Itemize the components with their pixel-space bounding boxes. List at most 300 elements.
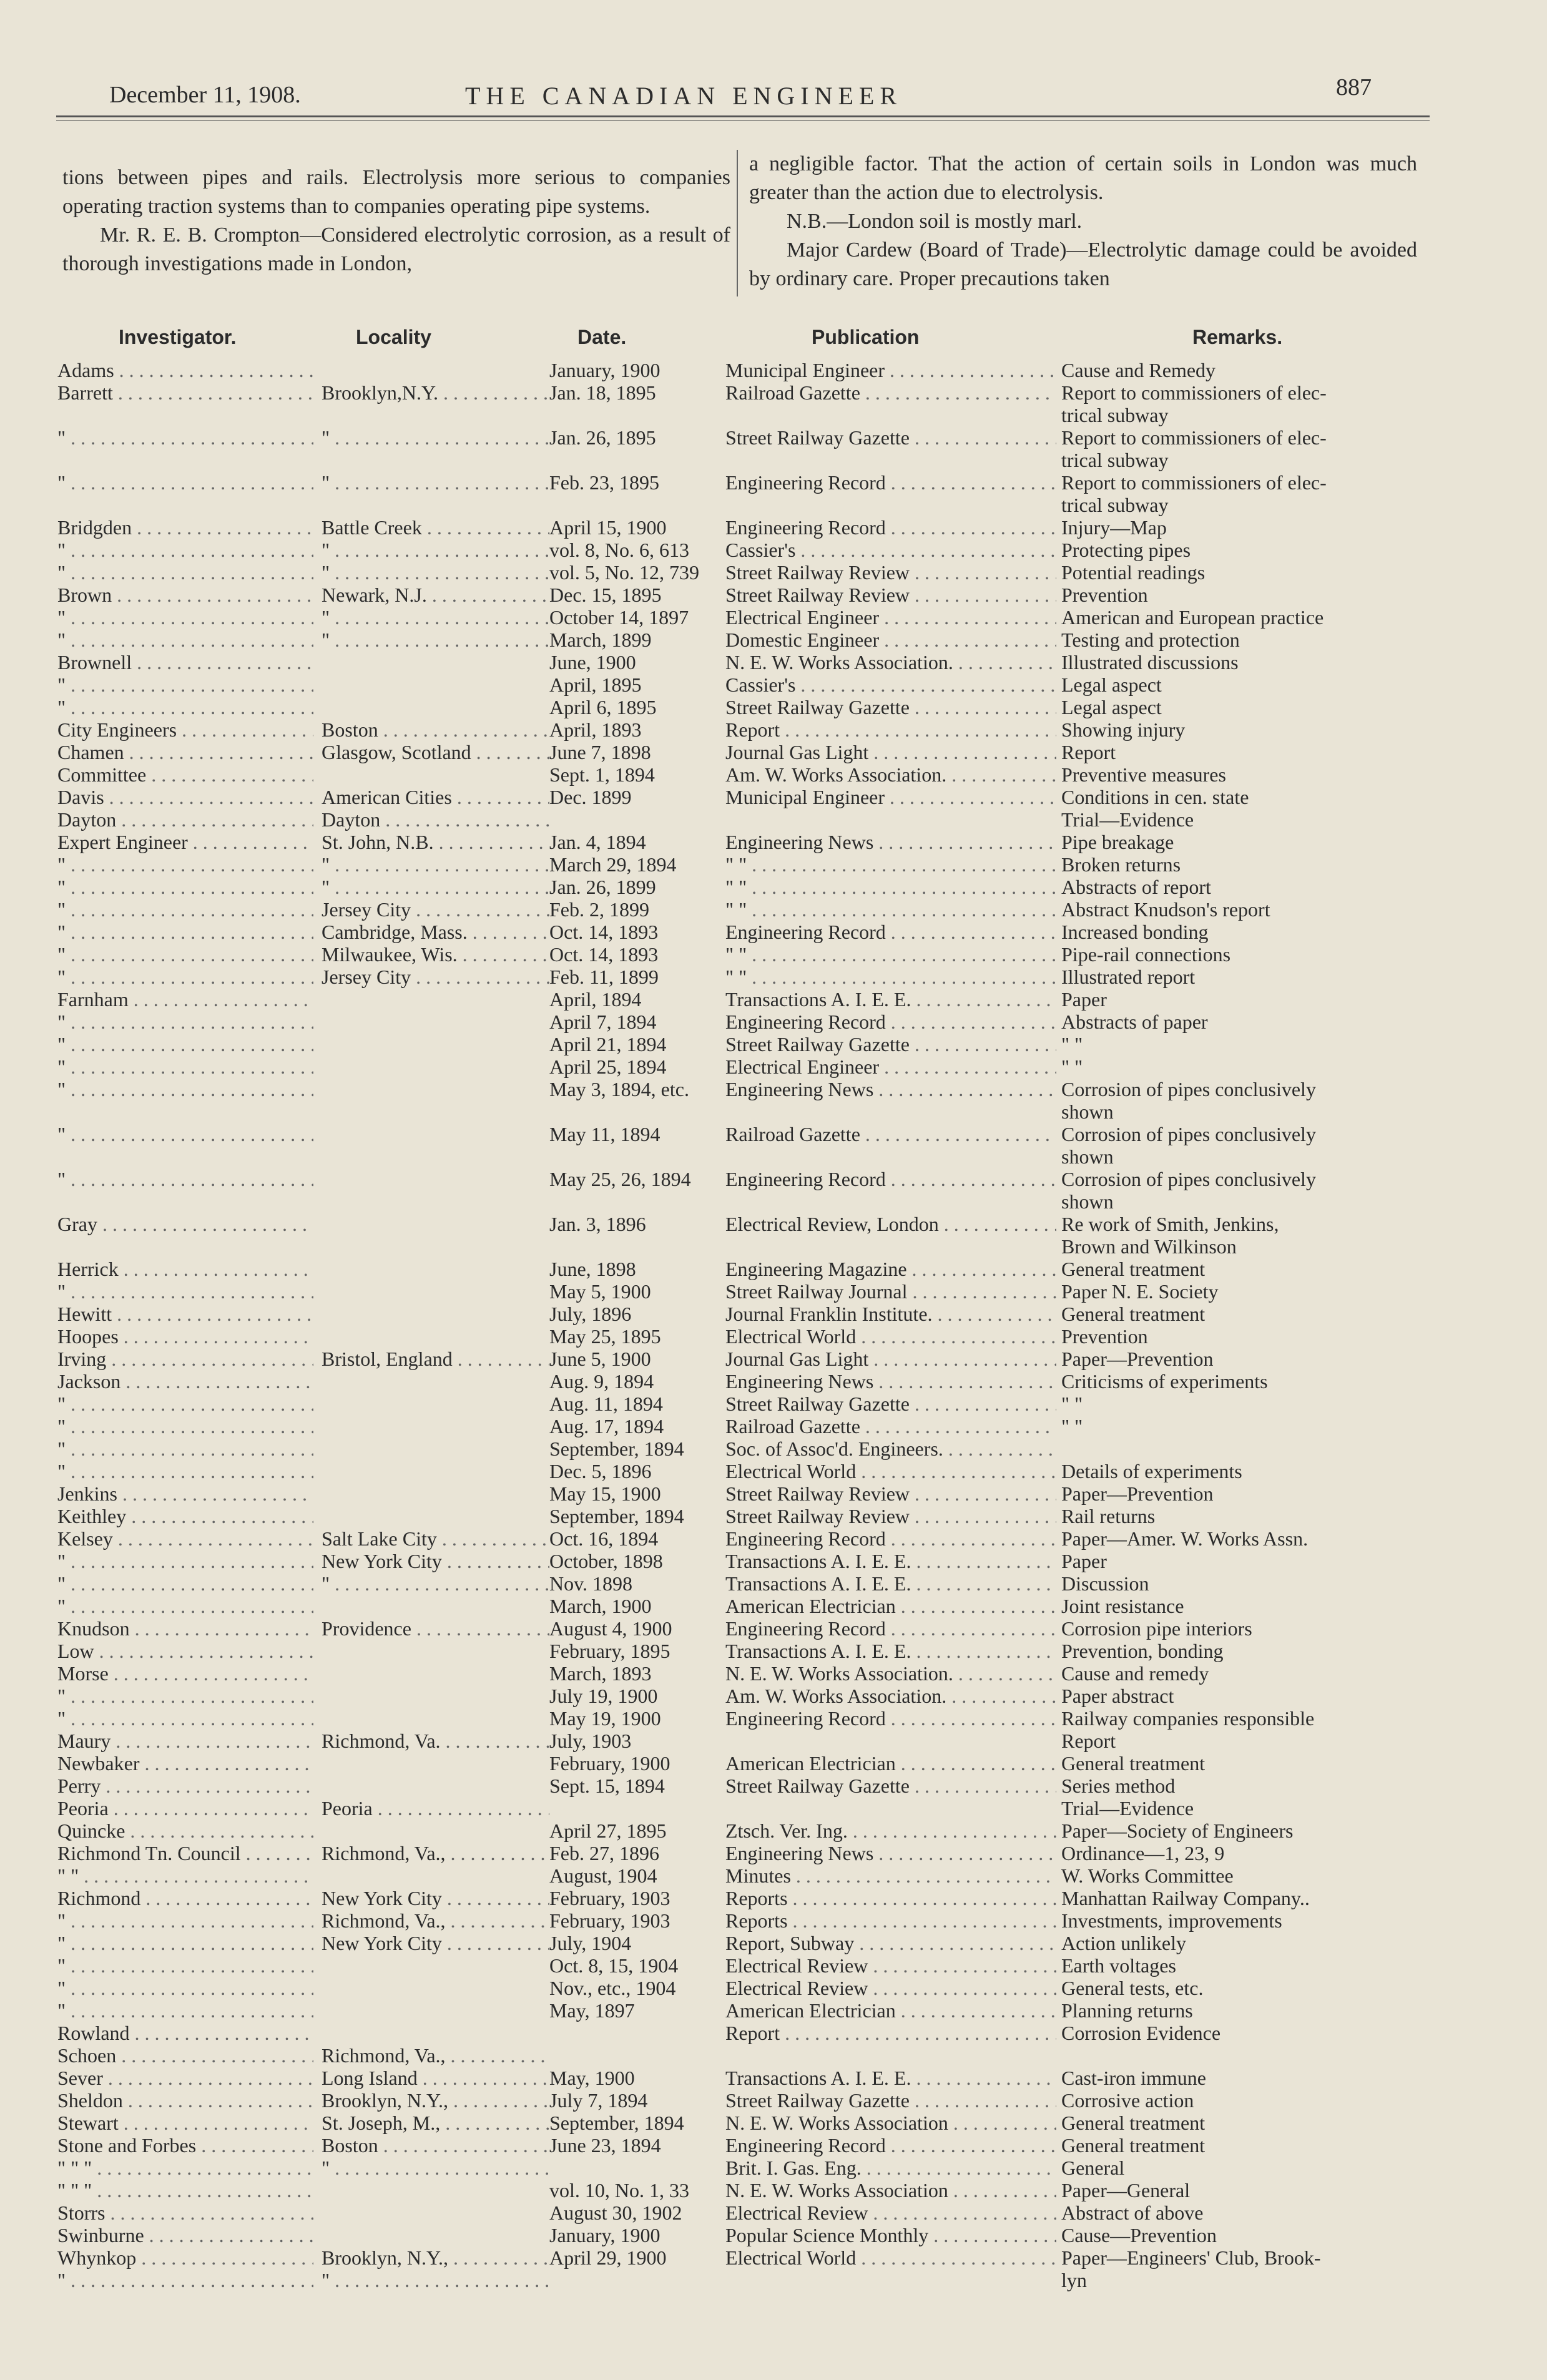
investigator-cell: Brownell . . . xyxy=(57,651,313,673)
publication-cell: Transactions A. I. E. E. . . . xyxy=(725,2067,1056,2089)
publication-cell: Engineering Record . . . xyxy=(725,921,1056,943)
remarks-cell: Action unlikely xyxy=(1061,1932,1186,1954)
table-row xyxy=(0,1303,1547,1325)
locality-cell: " . . . xyxy=(322,471,549,494)
table-row xyxy=(0,1190,1547,1213)
table-row xyxy=(0,1617,1547,1640)
date-cell: January, 1900 xyxy=(549,359,661,381)
date-cell: Aug. 17, 1894 xyxy=(549,1415,664,1437)
investigator-cell: " " " . . . xyxy=(57,2179,313,2201)
investigator-cell: " . . . xyxy=(57,1078,313,1100)
date-cell: Feb. 2, 1899 xyxy=(549,898,649,921)
table-row xyxy=(0,1572,1547,1595)
table-row xyxy=(0,539,1547,561)
publication-cell: Journal Gas Light . . . xyxy=(725,741,1056,763)
intro-paragraph: Major Cardew (Board of Trade)—Electrolytic damage could be avoided by ordinary care. Proper precautions taken xyxy=(749,238,1417,290)
remarks-cell: Details of experiments xyxy=(1061,1460,1242,1482)
date-cell: April 6, 1895 xyxy=(549,696,657,718)
publication-cell: Transactions A. I. E. E. . . . xyxy=(725,988,1056,1011)
table-row xyxy=(0,921,1547,943)
remarks-cell: Showing injury xyxy=(1061,718,1186,741)
investigator-cell: City Engineers . . . xyxy=(57,718,313,741)
remarks-cell: Report to commissioners of elec- xyxy=(1061,381,1327,404)
remarks-cell: Conditions in cen. state xyxy=(1061,786,1249,808)
investigator-cell: Richmond Tn. Council . . . xyxy=(57,1842,313,1864)
column-header-locality: Locality xyxy=(356,326,431,348)
investigator-cell: Maury . . . xyxy=(57,1730,313,1752)
publication-cell: Soc. of Assoc'd. Engineers. . . . xyxy=(725,1437,1056,1460)
date-cell: August, 1904 xyxy=(549,1864,657,1887)
investigator-cell: " . . . xyxy=(57,1055,313,1078)
publication-cell: American Electrician . . . xyxy=(725,1999,1056,2022)
investigator-cell: Gray . . . xyxy=(57,1213,313,1235)
intro-paragraph: a negligible factor. That the action of certain soils in London was much greater than the action due to electrolysis. xyxy=(749,152,1417,204)
table-row xyxy=(0,1932,1547,1954)
date-cell: April, 1894 xyxy=(549,988,642,1011)
publication-cell: Report . . . xyxy=(725,2022,1056,2044)
table-row xyxy=(0,2201,1547,2224)
remarks-cell: Paper xyxy=(1061,988,1107,1011)
investigator-cell: Brown . . . xyxy=(57,584,313,606)
remarks-cell: General treatment xyxy=(1061,2134,1206,2157)
investigator-cell: " . . . xyxy=(57,1999,313,2022)
table-row xyxy=(0,1280,1547,1303)
date-cell: Oct. 14, 1893 xyxy=(549,921,659,943)
publication-cell: Transactions A. I. E. E. . . . xyxy=(725,1550,1056,1572)
publication-cell: Engineering Record . . . xyxy=(725,1527,1056,1550)
date-cell: March 29, 1894 xyxy=(549,853,677,876)
locality-cell: Bristol, England . . . xyxy=(322,1348,549,1370)
table-row xyxy=(0,1415,1547,1437)
table-row xyxy=(0,763,1547,786)
table-row xyxy=(0,1662,1547,1685)
date-cell: May 5, 1900 xyxy=(549,1280,651,1303)
investigator-cell: Low . . . xyxy=(57,1640,313,1662)
date-cell: Dec. 5, 1896 xyxy=(549,1460,652,1482)
remarks-cell: Joint resistance xyxy=(1061,1595,1184,1617)
locality-cell: Newark, N.J. . . . xyxy=(322,584,549,606)
investigator-cell: " . . . xyxy=(57,606,313,629)
investigator-cell: Jackson . . . xyxy=(57,1370,313,1393)
intro-paragraph: tions between pipes and rails. Electrolysis more serious to companies operating traction systems than to companies operating pipe systems. xyxy=(62,166,730,218)
remarks-cell: Report xyxy=(1061,1730,1116,1752)
investigator-cell: " . . . xyxy=(57,1033,313,1055)
investigator-cell: " . . . xyxy=(57,1168,313,1190)
date-cell: May 25, 26, 1894 xyxy=(549,1168,691,1190)
date-cell: August 30, 1902 xyxy=(549,2201,682,2224)
investigator-cell: Hewitt . . . xyxy=(57,1303,313,1325)
table-row xyxy=(0,1595,1547,1617)
investigator-cell: Swinburne . . . xyxy=(57,2224,313,2246)
table-row xyxy=(0,2089,1547,2112)
date-cell: Nov., etc., 1904 xyxy=(549,1977,676,1999)
publication-cell: Transactions A. I. E. E. . . . xyxy=(725,1572,1056,1595)
remarks-cell: " " xyxy=(1061,1393,1083,1415)
investigator-cell: Irving . . . xyxy=(57,1348,313,1370)
table-row xyxy=(0,966,1547,988)
publication-cell: Electrical Review, London . . . xyxy=(725,1213,1056,1235)
publication-cell: Street Railway Gazette . . . xyxy=(725,426,1056,449)
date-cell: April 15, 1900 xyxy=(549,516,667,539)
remarks-cell: Cause and Remedy xyxy=(1061,359,1216,381)
date-cell: April 29, 1900 xyxy=(549,2246,667,2269)
date-cell: February, 1903 xyxy=(549,1887,670,1909)
publication-cell: Engineering News . . . xyxy=(725,1370,1056,1393)
table-row xyxy=(0,1258,1547,1280)
date-cell: Dec. 15, 1895 xyxy=(549,584,662,606)
investigator-cell: Barrett . . . xyxy=(57,381,313,404)
date-cell: June, 1900 xyxy=(549,651,636,673)
table-row xyxy=(0,1685,1547,1707)
date-cell: vol. 8, No. 6, 613 xyxy=(549,539,689,561)
locality-cell: Boston . . . xyxy=(322,2134,549,2157)
remarks-cell: General tests, etc. xyxy=(1061,1977,1204,1999)
remarks-cell: Planning returns xyxy=(1061,1999,1193,2022)
remarks-cell: General xyxy=(1061,2157,1125,2179)
table-row xyxy=(0,2157,1547,2179)
locality-cell: " . . . xyxy=(322,853,549,876)
investigator-cell: " . . . xyxy=(57,1550,313,1572)
locality-cell: Brooklyn, N.Y., . . . xyxy=(322,2089,549,2112)
table-row xyxy=(0,1482,1547,1505)
remarks-cell: General treatment xyxy=(1061,1303,1206,1325)
remarks-cell: Discussion xyxy=(1061,1572,1149,1595)
remarks-cell: Protecting pipes xyxy=(1061,539,1191,561)
remarks-cell: Cast-iron immune xyxy=(1061,2067,1206,2089)
remarks-cell: Rail returns xyxy=(1061,1505,1156,1527)
publication-cell: Brit. I. Gas. Eng. . . . xyxy=(725,2157,1056,2179)
date-cell: June 23, 1894 xyxy=(549,2134,661,2157)
table-row xyxy=(0,2112,1547,2134)
remarks-cell: Cause—Prevention xyxy=(1061,2224,1217,2246)
publication-cell: Am. W. Works Association. . . . xyxy=(725,1685,1056,1707)
locality-cell: " . . . xyxy=(322,606,549,629)
table-row xyxy=(0,876,1547,898)
table-row xyxy=(0,673,1547,696)
table-row xyxy=(0,561,1547,584)
investigator-cell: " . . . xyxy=(57,1460,313,1482)
table-row xyxy=(0,381,1547,404)
publication-cell: Street Railway Review . . . xyxy=(725,1505,1056,1527)
investigator-cell: Sheldon . . . xyxy=(57,2089,313,2112)
locality-cell: Peoria . . . xyxy=(322,1797,549,1819)
remarks-cell: Paper—Engineers' Club, Brook- xyxy=(1061,2246,1321,2269)
table-row xyxy=(0,1235,1547,1258)
publication-cell: Electrical Review . . . xyxy=(725,1954,1056,1977)
table-row xyxy=(0,1123,1547,1145)
locality-cell: Milwaukee, Wis. . . . xyxy=(322,943,549,966)
publication-cell: Municipal Engineer . . . xyxy=(725,359,1056,381)
table-row xyxy=(0,1370,1547,1393)
investigator-cell: " . . . xyxy=(57,943,313,966)
remarks-cell: Corrosive action xyxy=(1061,2089,1194,2112)
investigator-cell: " . . . xyxy=(57,1909,313,1932)
locality-cell: New York City . . . xyxy=(322,1932,549,1954)
journal-title: THE CANADIAN ENGINEER xyxy=(465,82,903,110)
remarks-cell: Paper—Prevention xyxy=(1061,1482,1214,1505)
locality-cell: " . . . xyxy=(322,561,549,584)
table-row xyxy=(0,1393,1547,1415)
investigator-cell: " . . . xyxy=(57,629,313,651)
publication-cell: Engineering Record . . . xyxy=(725,1617,1056,1640)
publication-cell: Engineering News . . . xyxy=(725,831,1056,853)
locality-cell: " . . . xyxy=(322,539,549,561)
locality-cell: " . . . xyxy=(322,1572,549,1595)
publication-cell: American Electrician . . . xyxy=(725,1752,1056,1775)
investigator-cell: Chamen . . . xyxy=(57,741,313,763)
publication-cell: Transactions A. I. E. E. . . . xyxy=(725,1640,1056,1662)
locality-cell: Glasgow, Scotland . . . xyxy=(322,741,549,763)
investigator-cell: " . . . xyxy=(57,1977,313,1999)
intro-paragraph: N.B.—London soil is mostly marl. xyxy=(787,210,1083,233)
locality-cell: New York City . . . xyxy=(322,1550,549,1572)
investigator-cell: Hoopes . . . xyxy=(57,1325,313,1348)
investigator-cell: Sever . . . xyxy=(57,2067,313,2089)
investigator-cell: Rowland . . . xyxy=(57,2022,313,2044)
publication-cell: Electrical Engineer . . . xyxy=(725,1055,1056,1078)
date-cell: April, 1895 xyxy=(549,673,642,696)
locality-cell: St. Joseph, M., . . . xyxy=(322,2112,549,2134)
investigator-cell: " . . . xyxy=(57,1572,313,1595)
publication-cell: N. E. W. Works Association. . . . xyxy=(725,651,1056,673)
publication-cell: Report, Subway . . . xyxy=(725,1932,1056,1954)
publication-cell: Minutes . . . xyxy=(725,1864,1056,1887)
date-cell: October 14, 1897 xyxy=(549,606,689,629)
table-row xyxy=(0,741,1547,763)
locality-cell: Boston . . . xyxy=(322,718,549,741)
remarks-cell: General treatment xyxy=(1061,1752,1206,1775)
investigator-cell: " . . . xyxy=(57,561,313,584)
date-cell: Nov. 1898 xyxy=(549,1572,633,1595)
remarks-cell: Paper—Prevention xyxy=(1061,1348,1214,1370)
table-row xyxy=(0,1033,1547,1055)
remarks-cell: shown xyxy=(1061,1145,1114,1168)
investigator-cell: " " " . . . xyxy=(57,2157,313,2179)
date-cell: Feb. 27, 1896 xyxy=(549,1842,659,1864)
table-row xyxy=(0,1887,1547,1909)
publication-cell: Domestic Engineer . . . xyxy=(725,629,1056,651)
investigator-cell: Stone and Forbes . . . xyxy=(57,2134,313,2157)
locality-cell: Jersey City . . . xyxy=(322,966,549,988)
investigator-cell: " . . . xyxy=(57,876,313,898)
remarks-cell: W. Works Committee xyxy=(1061,1864,1234,1887)
locality-cell: " . . . xyxy=(322,876,549,898)
date-cell: Oct. 16, 1894 xyxy=(549,1527,659,1550)
publication-cell: Engineering News . . . xyxy=(725,1078,1056,1100)
investigator-cell: Kelsey . . . xyxy=(57,1527,313,1550)
remarks-cell: Injury—Map xyxy=(1061,516,1167,539)
remarks-cell: Prevention, bonding xyxy=(1061,1640,1224,1662)
remarks-cell: Legal aspect xyxy=(1061,673,1162,696)
table-row xyxy=(0,1640,1547,1662)
remarks-cell: General treatment xyxy=(1061,2112,1206,2134)
table-row xyxy=(0,696,1547,718)
table-row xyxy=(0,1460,1547,1482)
date-cell: May 15, 1900 xyxy=(549,1482,661,1505)
table-row xyxy=(0,404,1547,426)
date-cell: February, 1903 xyxy=(549,1909,670,1932)
investigator-cell: Expert Engineer . . . xyxy=(57,831,313,853)
publication-cell: Street Railway Gazette . . . xyxy=(725,1393,1056,1415)
date-cell: October, 1898 xyxy=(549,1550,663,1572)
remarks-cell: Corrosion Evidence xyxy=(1061,2022,1221,2044)
table-row xyxy=(0,2134,1547,2157)
table-row xyxy=(0,1168,1547,1190)
date-cell: March, 1899 xyxy=(549,629,652,651)
header-date: December 11, 1908. xyxy=(109,82,301,108)
date-cell: May, 1897 xyxy=(549,1999,635,2022)
investigator-cell: Herrick . . . xyxy=(57,1258,313,1280)
date-cell: April 27, 1895 xyxy=(549,1819,667,1842)
remarks-cell: trical subway xyxy=(1061,494,1169,516)
publication-cell: Reports . . . xyxy=(725,1909,1056,1932)
date-cell: September, 1894 xyxy=(549,1505,684,1527)
publication-cell: Journal Gas Light . . . xyxy=(725,1348,1056,1370)
publication-cell: " " . . . xyxy=(725,966,1056,988)
investigator-cell: " . . . xyxy=(57,1437,313,1460)
table-row xyxy=(0,1707,1547,1730)
table-row xyxy=(0,1954,1547,1977)
table-row xyxy=(0,853,1547,876)
date-cell: April 7, 1894 xyxy=(549,1011,657,1033)
date-cell: Feb. 11, 1899 xyxy=(549,966,659,988)
investigator-cell: " . . . xyxy=(57,696,313,718)
remarks-cell: trical subway xyxy=(1061,449,1169,471)
investigator-cell: Knudson . . . xyxy=(57,1617,313,1640)
remarks-cell: Pipe breakage xyxy=(1061,831,1174,853)
investigator-cell: " . . . xyxy=(57,1393,313,1415)
table-row xyxy=(0,651,1547,673)
investigator-cell: Davis . . . xyxy=(57,786,313,808)
date-cell: July, 1904 xyxy=(549,1932,632,1954)
investigator-cell: Stewart . . . xyxy=(57,2112,313,2134)
investigator-cell: " . . . xyxy=(57,921,313,943)
date-cell: April 25, 1894 xyxy=(549,1055,667,1078)
publication-cell: Engineering Record . . . xyxy=(725,1011,1056,1033)
publication-cell: Railroad Gazette . . . xyxy=(725,1123,1056,1145)
table-row xyxy=(0,943,1547,966)
date-cell: Aug. 11, 1894 xyxy=(549,1393,663,1415)
investigator-cell: " . . . xyxy=(57,673,313,696)
publication-cell: Cassier's . . . xyxy=(725,539,1056,561)
remarks-cell: Paper—General xyxy=(1061,2179,1191,2201)
locality-cell: Jersey City . . . xyxy=(322,898,549,921)
table-row xyxy=(0,1100,1547,1123)
publication-cell: Engineering Record . . . xyxy=(725,2134,1056,2157)
remarks-cell: Paper abstract xyxy=(1061,1685,1174,1707)
column-header-publication: Publication xyxy=(812,326,920,348)
column-header-investigator: Investigator. xyxy=(119,326,237,348)
investigator-cell: " . . . xyxy=(57,1011,313,1033)
table-row xyxy=(0,718,1547,741)
publication-cell: American Electrician . . . xyxy=(725,1595,1056,1617)
remarks-cell: " " xyxy=(1061,1033,1083,1055)
locality-cell: New York City . . . xyxy=(322,1887,549,1909)
investigator-cell: " . . . xyxy=(57,898,313,921)
investigator-cell: Quincke . . . xyxy=(57,1819,313,1842)
table-row xyxy=(0,629,1547,651)
publication-cell: " " . . . xyxy=(725,876,1056,898)
table-row xyxy=(0,1078,1547,1100)
date-cell: Jan. 4, 1894 xyxy=(549,831,646,853)
date-cell: Oct. 14, 1893 xyxy=(549,943,659,966)
table-row xyxy=(0,1819,1547,1842)
date-cell: July, 1903 xyxy=(549,1730,632,1752)
remarks-cell: Potential readings xyxy=(1061,561,1206,584)
date-cell: Dec. 1899 xyxy=(549,786,632,808)
remarks-cell: Brown and Wilkinson xyxy=(1061,1235,1237,1258)
date-cell: August 4, 1900 xyxy=(549,1617,672,1640)
investigator-cell: Morse . . . xyxy=(57,1662,313,1685)
publication-cell: Electrical World . . . xyxy=(725,1325,1056,1348)
publication-cell: Journal Franklin Institute. . . . xyxy=(725,1303,1056,1325)
investigator-cell: Newbaker . . . xyxy=(57,1752,313,1775)
remarks-cell: General treatment xyxy=(1061,1258,1206,1280)
remarks-cell: shown xyxy=(1061,1100,1114,1123)
remarks-cell: Trial—Evidence xyxy=(1061,808,1194,831)
locality-cell: Dayton . . . xyxy=(322,808,549,831)
publication-cell: Street Railway Gazette . . . xyxy=(725,1775,1056,1797)
table-row xyxy=(0,2269,1547,2291)
publication-cell: Street Railway Review . . . xyxy=(725,561,1056,584)
column-header-date: Date. xyxy=(577,326,627,348)
investigator-cell: Committee . . . xyxy=(57,763,313,786)
investigator-cell: " . . . xyxy=(57,539,313,561)
remarks-cell: Series method xyxy=(1061,1775,1176,1797)
page-number: 887 xyxy=(1336,74,1372,100)
publication-cell: Electrical Engineer . . . xyxy=(725,606,1056,629)
publication-cell: " " . . . xyxy=(725,853,1056,876)
publication-cell: Street Railway Review . . . xyxy=(725,1482,1056,1505)
date-cell: March, 1893 xyxy=(549,1662,652,1685)
locality-cell: " . . . xyxy=(322,2269,549,2291)
remarks-cell: Abstract of above xyxy=(1061,2201,1204,2224)
table-row xyxy=(0,2067,1547,2089)
table-row xyxy=(0,2022,1547,2044)
date-cell: April 21, 1894 xyxy=(549,1033,667,1055)
table-row xyxy=(0,606,1547,629)
investigator-cell: " . . . xyxy=(57,2269,313,2291)
remarks-cell: Corrosion of pipes conclusively xyxy=(1061,1078,1316,1100)
publication-cell: N. E. W. Works Association . . . xyxy=(725,2112,1056,2134)
investigator-cell: " . . . xyxy=(57,471,313,494)
remarks-cell: Paper N. E. Society xyxy=(1061,1280,1219,1303)
investigator-cell: Whynkop . . . xyxy=(57,2246,313,2269)
remarks-cell: Cause and remedy xyxy=(1061,1662,1209,1685)
publication-cell: Street Railway Gazette . . . xyxy=(725,1033,1056,1055)
locality-cell: American Cities . . . xyxy=(322,786,549,808)
date-cell: February, 1900 xyxy=(549,1752,670,1775)
date-cell: March, 1900 xyxy=(549,1595,652,1617)
investigator-cell: " . . . xyxy=(57,1123,313,1145)
remarks-cell: Report to commissioners of elec- xyxy=(1061,426,1327,449)
remarks-cell: Corrosion pipe interiors xyxy=(1061,1617,1252,1640)
remarks-cell: Broken returns xyxy=(1061,853,1181,876)
date-cell: June 5, 1900 xyxy=(549,1348,651,1370)
locality-cell: Salt Lake City . . . xyxy=(322,1527,549,1550)
investigator-cell: " " . . . xyxy=(57,1864,313,1887)
table-row xyxy=(0,1505,1547,1527)
remarks-cell: Illustrated discussions xyxy=(1061,651,1239,673)
locality-cell: Brooklyn, N.Y., . . . xyxy=(322,2246,549,2269)
remarks-cell: Corrosion of pipes conclusively xyxy=(1061,1123,1316,1145)
date-cell: Jan. 18, 1895 xyxy=(549,381,656,404)
table-row xyxy=(0,2246,1547,2269)
publication-cell: N. E. W. Works Association. . . . xyxy=(725,1662,1056,1685)
date-cell: Jan. 3, 1896 xyxy=(549,1213,646,1235)
investigator-cell: Jenkins . . . xyxy=(57,1482,313,1505)
remarks-cell: Report to commissioners of elec- xyxy=(1061,471,1327,494)
